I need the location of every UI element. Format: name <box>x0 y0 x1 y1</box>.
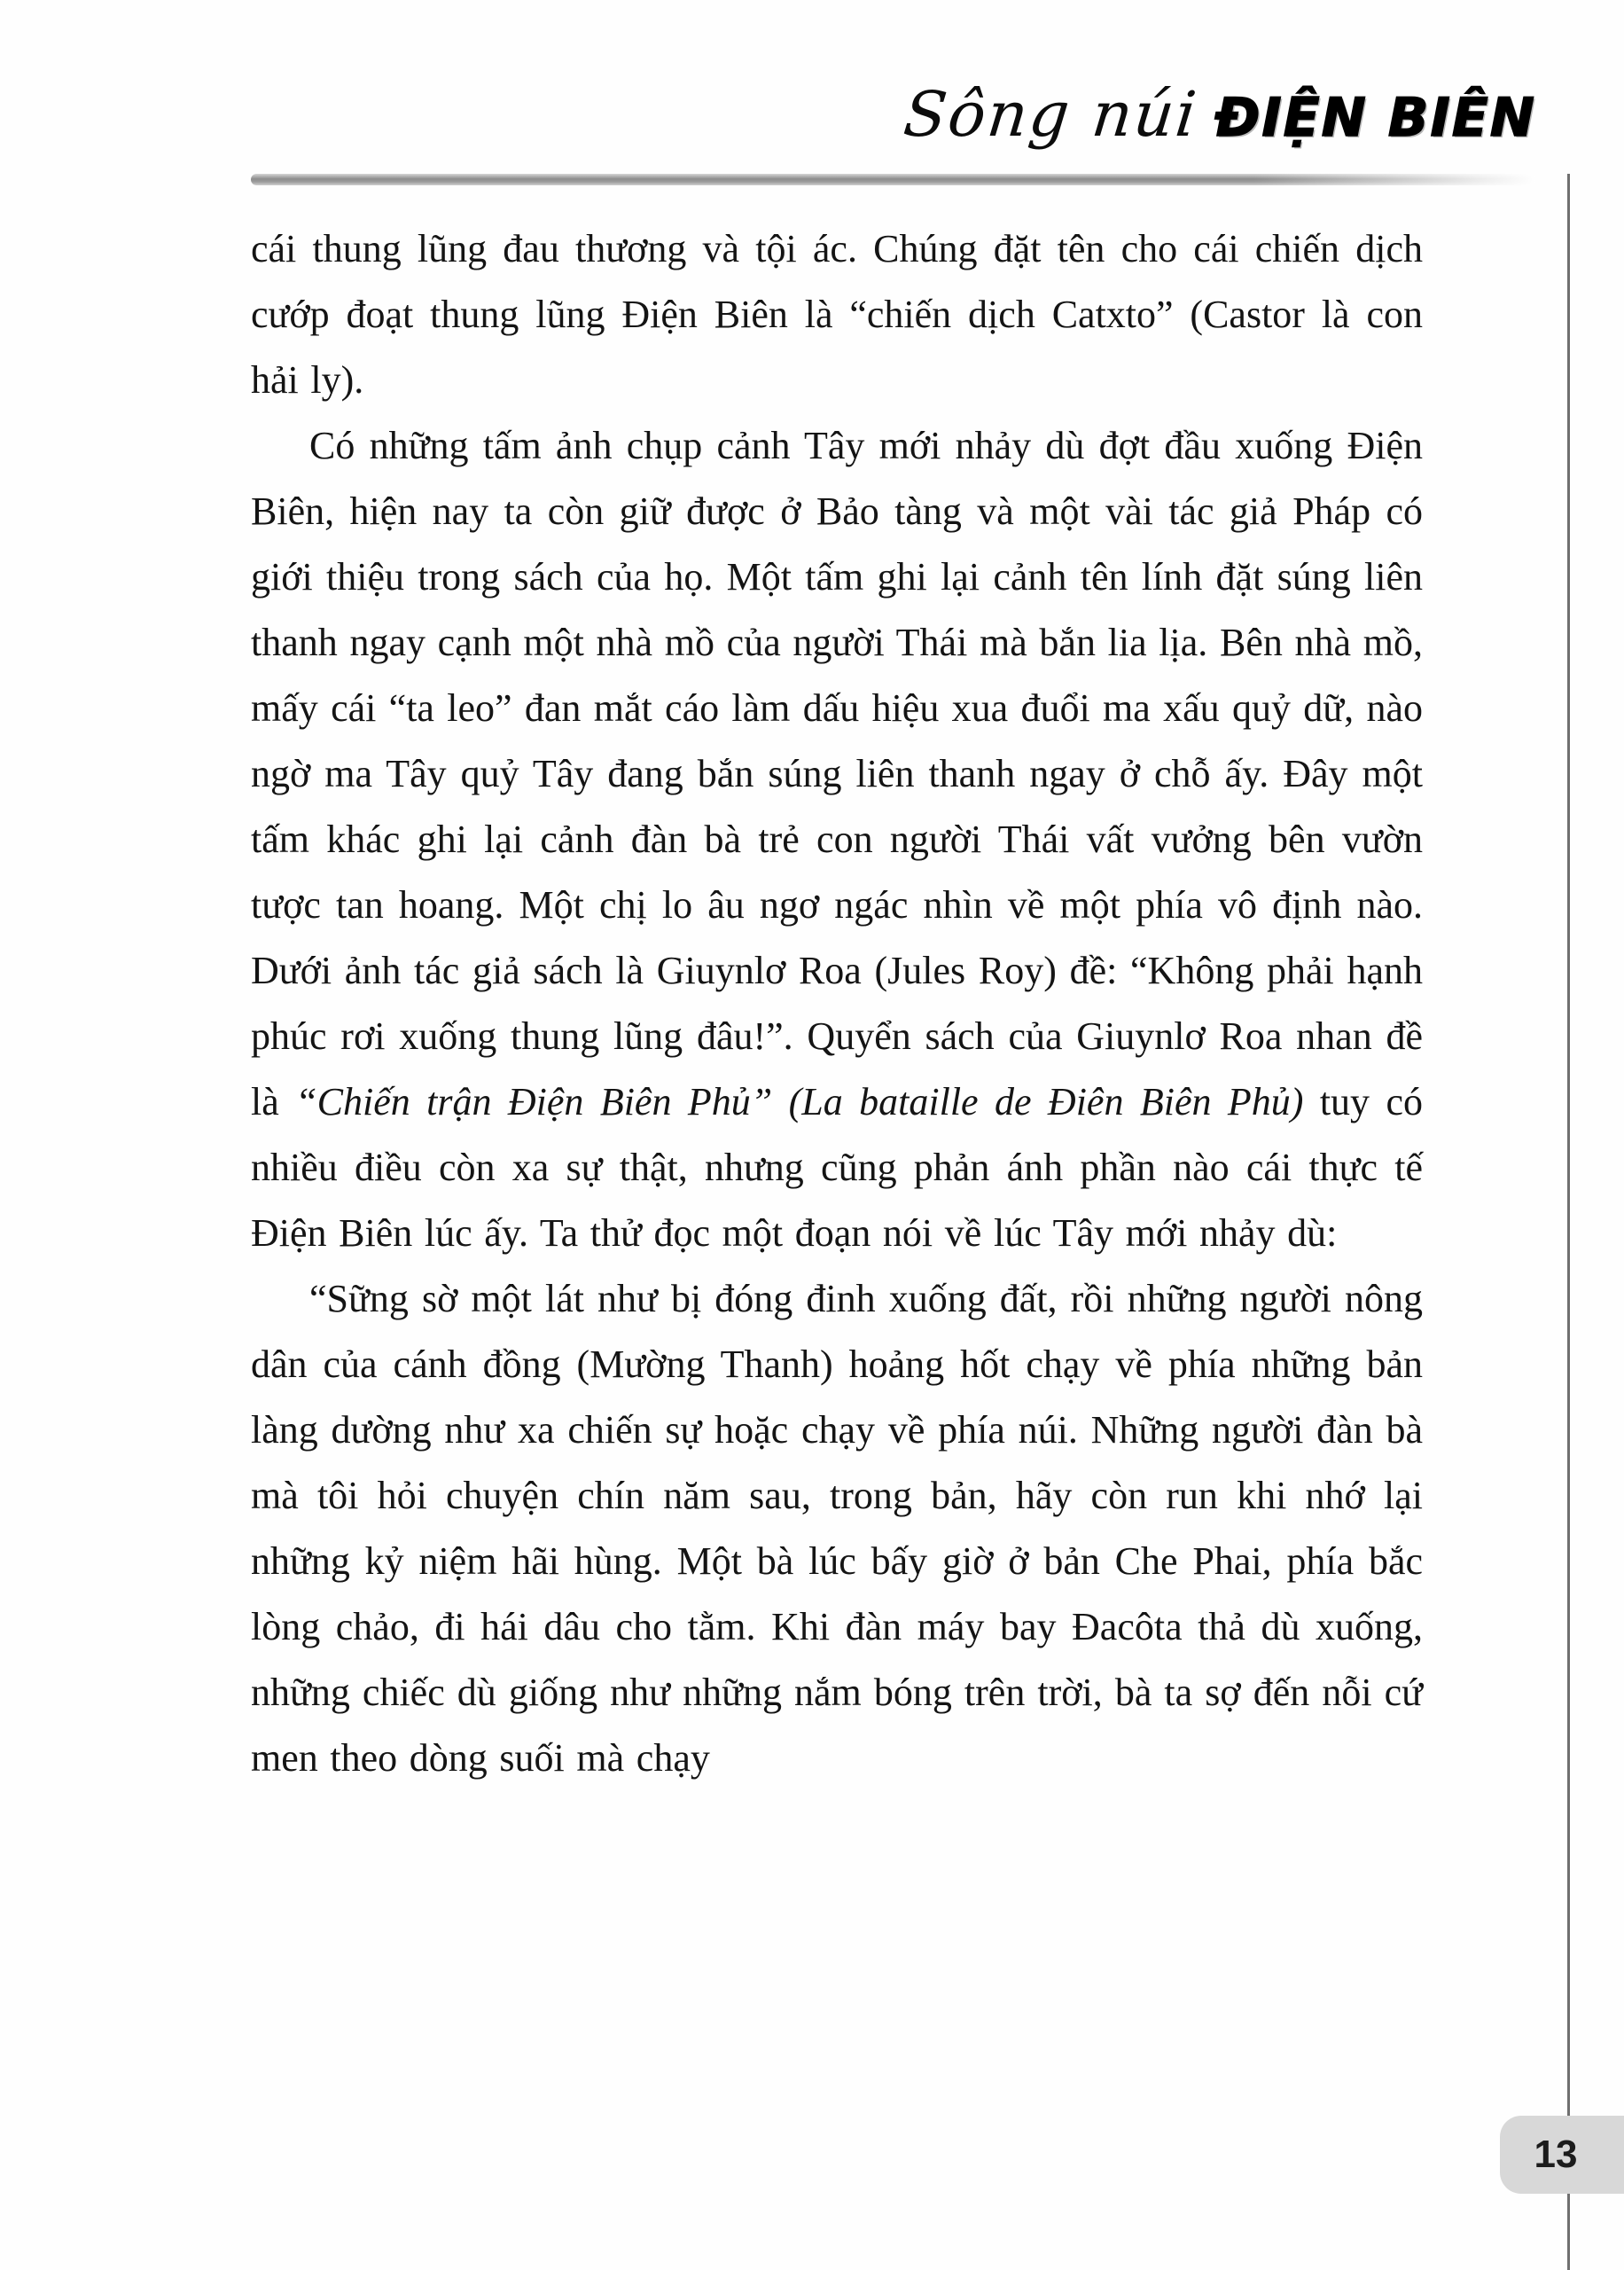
paragraph-text: Có những tấm ảnh chụp cảnh Tây mới nhảy dù đợt đầu xuống Điện Biên, hiện nay ta còn giữ được ở Bảo tàng và một vài tác giả Pháp có giới thiệu trong sách của họ. Một tấm ghi lại cảnh tên lính đặt súng liên thanh ngay cạnh một nhà mồ của người Thái mà bắn lia lịa. Bên nhà mồ, mấy cái “ta leo” đan mắt cáo làm dấu hiệu xua đuổi ma xấu quỷ dữ, nào ngờ ma Tây quỷ Tây đang bắn súng liên thanh ngay ở chỗ ấy. Đây một tấm khác ghi lại cảnh đàn bà trẻ con người Thái vất vưởng bên vườn tược tan hoang. Một chị lo âu ngơ ngác nhìn về một phía vô định nào. Dưới ảnh tác giả sách là Giuynlơ Roa (Jules Roy) đề: “Không phải hạnh phúc rơi xuống thung lũng đâu!”. Quyển sách của Giuynlơ Roa nhan đề là <box>251 424 1423 1123</box>
body-text <box>251 216 1423 1791</box>
paragraph <box>251 413 1423 1266</box>
running-header <box>251 78 1536 180</box>
right-margin-line <box>1567 174 1570 2270</box>
book-title-italic: “Chiến trận Điện Biên Phủ” (La bataille de Điên Biên Phủ) <box>295 1080 1304 1123</box>
page-number-badge <box>1500 2116 1624 2194</box>
header-title-display: ĐIỆN BIÊN <box>1214 87 1536 149</box>
paragraph-text: tuy có nhiều điều còn xa sự thật, nhưng cũng phản ánh phần nào cái thực tế Điện Biên lúc ấy. Ta thử đọc một đoạn nói về lúc Tây mới nhảy dù: <box>251 1080 1423 1255</box>
page-number: 13 <box>1534 2133 1578 2176</box>
paragraph-quote: “Sững sờ một lát như bị đóng đinh xuống đất, rồi những người nông dân của cánh đồng (Mường Thanh) hoảng hốt chạy về phía những bản làng dường như xa chiến sự hoặc chạy về phía núi. Những người đàn bà mà tôi hỏi chuyện chín năm sau, trong bản, hãy còn run khi nhớ lại những kỷ niệm hãi hùng. Một bà lúc bấy giờ ở bản Che Phai, phía bắc lòng chảo, đi hái dâu cho tằm. Khi đàn máy bay Đacôta thả dù xuống, những chiếc dù giống như những nắm bóng trên trời, bà ta sợ đến nỗi cứ men theo dòng suối mà chạy <box>251 1277 1423 1780</box>
paragraph-continuation: cái thung lũng đau thương và tội ác. Chúng đặt tên cho cái chiến dịch cướp đoạt thung lũng Điện Biên là “chiến dịch Catxto” (Castor là con hải ly). <box>251 227 1423 402</box>
header-title-script: Sông núi <box>900 78 1201 151</box>
